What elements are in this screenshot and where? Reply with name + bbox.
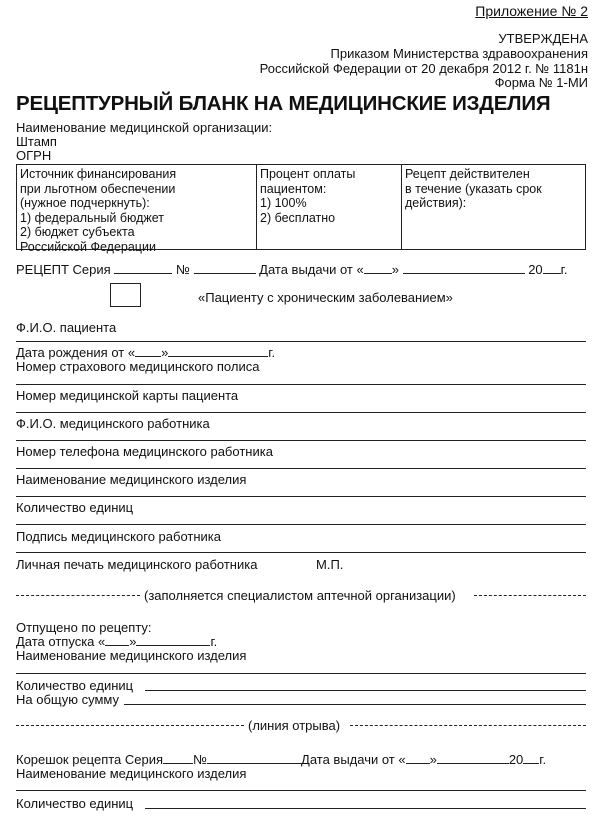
med-card-field[interactable] <box>16 412 586 413</box>
chronic-label: «Пациенту с хроническим заболеванием» <box>198 290 453 305</box>
signature-label: Подпись медицинского работника <box>16 529 221 544</box>
pharmacy-divider-left <box>16 595 140 596</box>
release-month-year-field[interactable] <box>136 635 210 646</box>
appendix-label: Приложение № 2 <box>475 3 588 19</box>
release-date-label: Дата отпуска « <box>16 634 106 649</box>
birth-date-label: Дата рождения от « <box>16 345 136 360</box>
pharmacy-product-label: Наименование медицинского изделия <box>16 648 247 663</box>
birth-month-year-field[interactable] <box>168 346 268 357</box>
funding-option[interactable]: 2) бюджет субъекта <box>20 225 135 239</box>
payment-line: пациентом: <box>260 181 327 196</box>
total-label: На общую сумму <box>16 692 119 707</box>
recipe-year-prefix: 20 <box>528 262 543 277</box>
payment-option[interactable]: 1) 100% <box>260 196 307 210</box>
birth-day-field[interactable] <box>135 346 161 357</box>
recipe-year-suffix: г. <box>560 262 568 277</box>
recipe-series-field[interactable] <box>114 263 172 274</box>
release-date-row <box>16 634 217 649</box>
pharmacy-divider-label: (заполняется специалистом аптечной организации) <box>144 588 456 603</box>
payment-percent-cell <box>257 165 402 249</box>
product-name-label: Наименование медицинского изделия <box>16 472 247 487</box>
worker-name-field[interactable] <box>16 440 586 441</box>
worker-phone-label: Номер телефона медицинского работника <box>16 444 273 459</box>
recipe-year-field[interactable] <box>543 263 561 274</box>
tear-line-label: (линия отрыва) <box>248 718 341 733</box>
stub-quote-close: » <box>429 752 437 767</box>
funding-line: Российской Федерации <box>20 239 156 254</box>
pharmacy-quantity-label: Количество единиц <box>16 678 134 693</box>
approved-label: УТВЕРЖДЕНА <box>498 31 588 46</box>
med-card-label: Номер медицинской карты пациента <box>16 388 239 403</box>
stub-product-field[interactable] <box>16 790 586 791</box>
stub-quantity-label: Количество единиц <box>16 796 134 811</box>
funding-source-cell <box>17 165 257 254</box>
stub-year-field[interactable] <box>523 753 539 764</box>
recipe-number-label: № <box>175 262 190 277</box>
stub-number-field[interactable] <box>207 753 301 764</box>
product-name-field[interactable] <box>16 496 586 497</box>
pharmacy-product-field[interactable] <box>16 673 586 674</box>
stub-number-label: № <box>193 752 208 767</box>
recipe-number-field[interactable] <box>194 263 256 274</box>
recipe-series-label: РЕЦЕПТ Серия <box>16 262 111 277</box>
stub-series-field[interactable] <box>163 753 193 764</box>
release-year-label: г. <box>210 634 218 649</box>
release-quote: » <box>129 634 137 649</box>
stub-year-prefix: 20 <box>508 752 524 767</box>
funding-table <box>16 164 586 254</box>
payment-option[interactable]: 2) бесплатно <box>260 210 336 225</box>
stub-month-field[interactable] <box>437 753 509 764</box>
order-line-2: Российской Федерации от 20 декабря 2012 г. № 1181н <box>259 61 588 76</box>
stub-quantity-field[interactable] <box>145 808 586 809</box>
stub-series-row <box>16 752 546 767</box>
tear-line-right <box>350 725 586 726</box>
stub-day-field[interactable] <box>406 753 430 764</box>
stub-product-label: Наименование медицинского изделия <box>16 766 247 781</box>
funding-line: Источник финансирования <box>20 167 177 181</box>
insurance-label: Номер страхового медицинского полиса <box>16 359 260 374</box>
tear-line-left <box>16 725 244 726</box>
signature-field[interactable] <box>16 552 586 553</box>
birth-year-label: г. <box>268 345 276 360</box>
ogrn-label: ОГРН <box>16 148 52 163</box>
funding-line: (нужное подчеркнуть): <box>20 196 150 210</box>
page-title: РЕЦЕПТУРНЫЙ БЛАНК НА МЕДИЦИНСКИЕ ИЗДЕЛИЯ <box>16 92 551 115</box>
stub-series-label: Корешок рецепта Серия <box>16 752 164 767</box>
worker-phone-field[interactable] <box>16 468 586 469</box>
mp-label: М.П. <box>316 557 344 572</box>
insurance-field[interactable] <box>16 384 586 385</box>
birth-date-row <box>16 345 275 360</box>
quantity-label: Количество единиц <box>16 500 134 515</box>
patient-name-field[interactable] <box>16 341 586 342</box>
order-line-1: Приказом Министерства здравоохранения <box>330 46 588 61</box>
recipe-month-field[interactable] <box>403 263 525 274</box>
funding-option[interactable]: 1) федеральный бюджет <box>20 210 165 225</box>
total-field[interactable] <box>124 704 586 705</box>
chronic-checkbox[interactable] <box>110 283 141 307</box>
validity-line: Рецепт действителен <box>405 167 530 181</box>
funding-line: при льготном обеспечении <box>20 181 176 196</box>
form-number: Форма № 1-МИ <box>494 75 588 90</box>
pharmacy-divider-right <box>474 595 586 596</box>
recipe-quote-close: » <box>391 262 399 277</box>
stamp-label: Штамп <box>16 134 57 149</box>
birth-quote: » <box>161 345 169 360</box>
stub-year-suffix: г. <box>539 752 547 767</box>
validity-line: в течение (указать срок <box>405 181 542 196</box>
payment-line: Процент оплаты <box>260 167 356 181</box>
worker-name-label: Ф.И.О. медицинского работника <box>16 416 210 431</box>
validity-cell[interactable] <box>402 165 585 249</box>
recipe-date-label: Дата выдачи от « <box>259 262 364 277</box>
validity-line: действия): <box>405 196 467 210</box>
stub-date-label: Дата выдачи от « <box>301 752 406 767</box>
seal-label: Личная печать медицинского работника <box>16 557 258 572</box>
quantity-field[interactable] <box>16 524 586 525</box>
pharmacy-quantity-field[interactable] <box>145 690 586 691</box>
released-label: Отпущено по рецепту: <box>16 620 152 635</box>
patient-name-label: Ф.И.О. пациента <box>16 320 117 335</box>
recipe-series-row <box>16 262 567 277</box>
recipe-day-field[interactable] <box>364 263 392 274</box>
org-name-label: Наименование медицинской организации: <box>16 120 273 135</box>
release-day-field[interactable] <box>105 635 129 646</box>
